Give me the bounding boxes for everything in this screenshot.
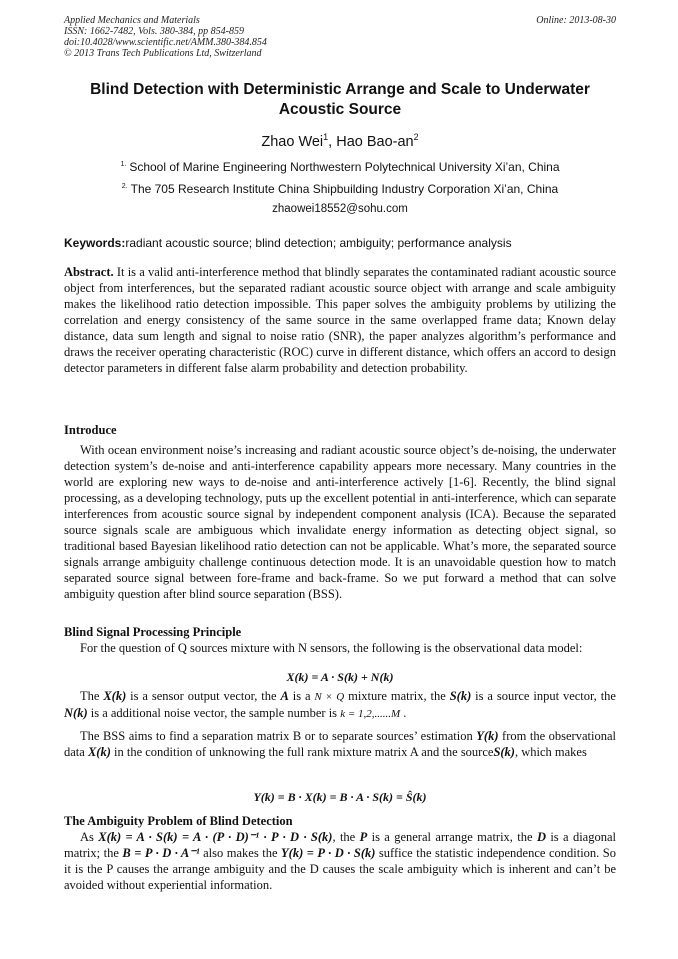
- affiliation-1-text: School of Marine Engineering Northwestern Polytechnical University Xi’an, China: [129, 160, 560, 174]
- bsp-p2-math-s: S(k): [449, 689, 472, 703]
- amb-text-a5: also makes the: [199, 846, 282, 860]
- bsp-p3-math-s: S(k): [493, 745, 515, 759]
- affiliation-2: [64, 179, 616, 197]
- bsp-p3-math-y: Y(k): [476, 729, 499, 743]
- amb-math-eq-c: Y(k) = P · D · S(k): [281, 846, 376, 860]
- bsp-p3-text-c: in the condition of unknowing the full rank mixture matrix A and the source: [110, 745, 494, 759]
- bsp-p2-math-n: N(k): [64, 706, 88, 720]
- equation-observation-model: [64, 669, 616, 685]
- ambiguity-heading: The Ambiguity Problem of Blind Detection: [64, 814, 293, 828]
- amb-math-eq-a: X(k) = A · S(k) = A · (P · D)⁻¹ · P · D · S(k): [98, 830, 333, 844]
- bsp-p2-text-d: mixture matrix, the: [344, 689, 450, 703]
- author-separator: ,: [328, 133, 337, 150]
- equation-separation: [64, 789, 616, 805]
- bsp-p2-text-b: is a sensor output vector, the: [126, 689, 281, 703]
- bsp-heading: Blind Signal Processing Principle: [64, 625, 242, 639]
- introduce-heading: Introduce: [64, 423, 117, 437]
- paper-title: Blind Detection with Deterministic Arrange and Scale to Underwater Acoustic Source: [90, 81, 590, 118]
- bsp-p2-text-f: is a additional noise vector, the sample number is: [87, 706, 341, 720]
- author-2-sup: 2: [413, 132, 419, 142]
- author-2: Hao Bao-an: [336, 133, 414, 150]
- bsp-paragraph-3: [64, 728, 616, 760]
- author-line: [64, 128, 616, 151]
- bsp-p2-text-e: is a source input vector, the: [471, 689, 616, 703]
- abstract: [64, 264, 616, 376]
- bsp-paragraph-1: For the question of Q sources mixture with N sensors, the following is the observational data model:: [80, 641, 583, 655]
- equation-2-text: Y(k) = B · X(k) = B · A · S(k) = Ŝ(k): [253, 790, 427, 804]
- amb-text-a3: is a general arrange matrix, the: [367, 830, 537, 844]
- affiliation-2-sup: 2.: [121, 183, 128, 190]
- bsp-p2-text-c: is a: [288, 689, 315, 703]
- amb-math-eq-b: B = P · D · A⁻¹: [122, 846, 200, 860]
- bsp-paragraph-2: [64, 688, 616, 722]
- keywords: [64, 236, 616, 251]
- bsp-p2-math-k: k = 1,2,......M: [340, 708, 401, 720]
- bsp-p3-math-x: X(k): [87, 745, 111, 759]
- affiliation-2-text: The 705 Research Institute China Shipbuilding Industry Corporation Xi’an, China: [130, 182, 559, 196]
- journal-name: Applied Mechanics and Materials: [64, 15, 200, 26]
- doi-line: doi:10.4028/www.scientific.net/AMM.380-384.854: [64, 37, 267, 48]
- keywords-text: radiant acoustic source; blind detection; ambiguity; performance analysis: [125, 236, 512, 250]
- affiliation-1-sup: 1.: [120, 161, 127, 168]
- online-date: Online: 2013-08-30: [536, 15, 616, 26]
- journal-header: [64, 15, 616, 59]
- author-email: zhaowei18552@sohu.com: [272, 203, 408, 215]
- amb-text-a6: suffice the statistic independence condition. So it is the P causes the arrange ambiguity and the D causes the scale ambiguity which is inherent and can’t be avoided without experiential information.: [64, 846, 617, 892]
- amb-text-a1: As: [80, 830, 99, 844]
- bsp-p2-math-x: X(k): [103, 689, 127, 703]
- equation-1-text: X(k) = A · S(k) + N(k): [286, 670, 394, 684]
- author-1-sup: 1: [323, 132, 329, 142]
- affiliation-1: [64, 157, 616, 175]
- ambiguity-paragraph: [64, 829, 616, 893]
- issn-line: ISSN: 1662-7482, Vols. 380-384, pp 854-859: [64, 26, 244, 37]
- bsp-p2-text-a: The: [80, 689, 104, 703]
- bsp-p2-math-nq: N × Q: [314, 691, 345, 703]
- bsp-p3-text-b: from the observational data: [64, 729, 616, 759]
- abstract-text: It is a valid anti-interference method that blindly separates the contaminated radiant acoustic source object from interferences, but the separated radiant acoustic source object with arrange and scale ambiguity makes the likelihood ratio detection impossible. This paper solves the ambiguity problems by utilizing the correlation and energy consistency of the same source in the same overlapped frame data; Known delay distance, data sum length and signal to noise ratio (SNR), the paper analyzes algorithm’s performance and draws the receiver operating characteristic (ROC) curve in different distance, which offers an accord to design detector parameters in different false alarm probability and detection probability.: [64, 265, 616, 375]
- author-1: Zhao Wei: [261, 133, 324, 150]
- keywords-label: Keywords:: [64, 236, 126, 250]
- amb-math-d: D: [536, 830, 546, 844]
- bsp-p2-math-a: A: [280, 689, 289, 703]
- abstract-label: Abstract.: [64, 265, 114, 279]
- bsp-p3-text-d: , which makes: [514, 745, 587, 759]
- amb-text-a4: is a diagonal matrix; the: [64, 830, 616, 860]
- amb-text-a2: , the: [332, 830, 360, 844]
- bsp-p2-text-g: .: [400, 706, 407, 720]
- copyright-line: © 2013 Trans Tech Publications Ltd, Switzerland: [64, 48, 262, 59]
- amb-math-p: P: [359, 830, 368, 844]
- introduce-paragraph: With ocean environment noise’s increasing and radiant acoustic source object’s de-noising, the underwater detection system’s de-noise and anti-interference capability appears more necessary. Many countries in the world are exploring new ways to de-noise and anti-interference actively [1-6]. Recently, the blind signal processing, as a developing technology, puts up the excellent potential in anti-interference, which can separate interferences from acoustic source signal by independent component analysis (ICA). Because the separated source signals scale are ambiguous which invalidate energy information as detecting object signal, so traditional based Bayesian likelihood ratio detection can not be applicable. What’s more, the separated source signals arrange ambiguity challenge continuous detection mode. It is an unavoidable question how to match separated source signal between fore-frame and back-frame. So we put forward a method that can solve ambiguity question after blind source separation (BSS).: [64, 443, 616, 601]
- bsp-p3-text-a: The BSS aims to find a separation matrix B or to separate sources’ estimation: [80, 729, 477, 743]
